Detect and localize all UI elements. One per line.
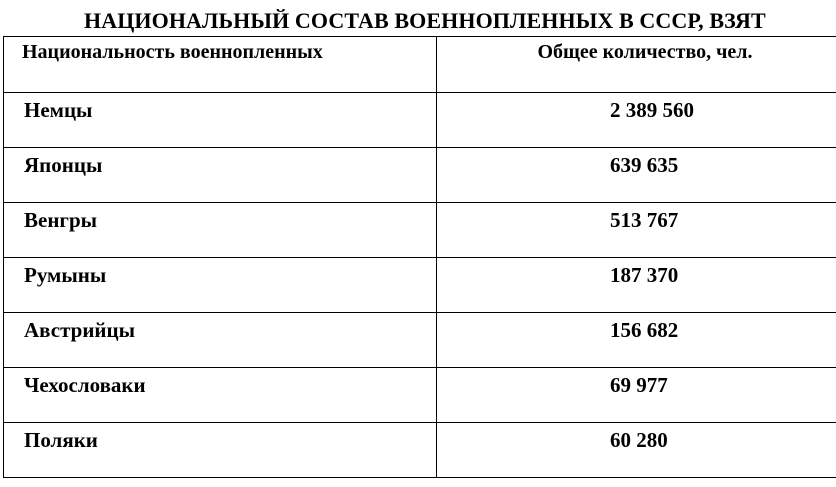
page-title: НАЦИОНАЛЬНЫЙ СОСТАВ ВОЕННОПЛЕННЫХ В СССР, ВЗЯТ [84, 8, 766, 33]
table-row [4, 93, 836, 148]
count-cell [437, 93, 836, 148]
count-text: 187 370 [610, 262, 679, 287]
nationality-text: Немцы [24, 97, 93, 122]
count-text: 69 977 [610, 372, 668, 397]
count-cell [437, 423, 836, 478]
count-text: 513 767 [610, 207, 679, 232]
count-text: 156 682 [610, 317, 679, 342]
table-row [4, 368, 836, 423]
nationality-cell [4, 423, 437, 478]
count-text: 60 280 [610, 427, 668, 452]
table-row [4, 148, 836, 203]
table-header-row [4, 37, 836, 93]
count-cell [437, 148, 836, 203]
prisoners-table [3, 36, 836, 478]
count-cell [437, 203, 836, 258]
nationality-text: Поляки [24, 427, 98, 452]
nationality-text: Австрийцы [24, 317, 136, 342]
count-text: 639 635 [610, 152, 679, 177]
count-text: 2 389 560 [610, 97, 694, 122]
table-row [4, 423, 836, 478]
nationality-cell [4, 203, 437, 258]
column-header-nationality [4, 37, 437, 93]
column-header-count-label: Общее количество, чел. [537, 41, 753, 63]
nationality-text: Венгры [24, 207, 98, 232]
count-cell [437, 258, 836, 313]
column-header-nationality-label: Национальность военнопленных [22, 41, 323, 63]
nationality-text: Японцы [24, 152, 103, 177]
nationality-text: Румыны [24, 262, 107, 287]
column-header-count [437, 37, 836, 93]
table-row [4, 313, 836, 368]
nationality-text: Чехословаки [24, 372, 146, 397]
nationality-cell [4, 258, 437, 313]
count-cell [437, 313, 836, 368]
bottom-edge [0, 481, 836, 487]
nationality-cell [4, 148, 437, 203]
nationality-cell [4, 313, 437, 368]
table-row [4, 203, 836, 258]
nationality-cell [4, 93, 437, 148]
nationality-cell [4, 368, 437, 423]
count-cell [437, 368, 836, 423]
table-row [4, 258, 836, 313]
